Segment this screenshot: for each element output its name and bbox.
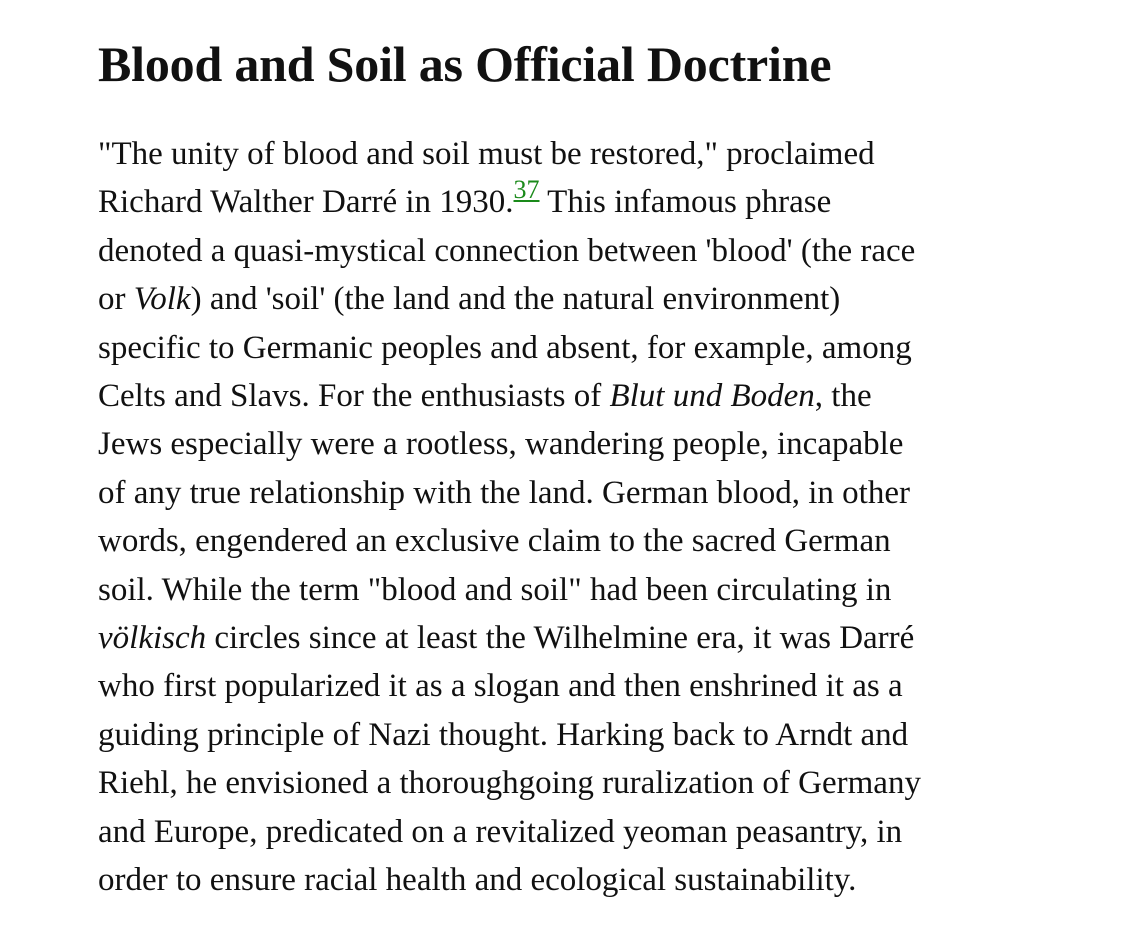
text-line: denoted a quasi-mystical connection between 'blood' (the race: [98, 232, 916, 269]
text-line: Celts and Slavs. For the enthusiasts of Blut und Boden, the: [98, 378, 872, 415]
text-line: Riehl, he envisioned a thoroughgoing ruralization of Germany: [98, 765, 921, 802]
body-paragraph: [98, 130, 1073, 905]
section-heading: Blood and Soil as Official Doctrine: [98, 36, 832, 92]
italic-term: Volk: [133, 281, 191, 318]
text-line: guiding principle of Nazi thought. Harking back to Arndt and: [98, 716, 909, 753]
text-line: völkisch circles since at least the Wilhelmine era, it was Darré: [98, 620, 915, 657]
text-line: specific to Germanic peoples and absent, for example, among: [98, 329, 912, 366]
text-line: and Europe, predicated on a revitalized yeoman peasantry, in: [98, 813, 903, 850]
text-line: "The unity of blood and soil must be restored," proclaimed: [98, 136, 875, 172]
text-line: soil. While the term "blood and soil" had been circulating in: [98, 571, 892, 608]
text-line: or Volk) and 'soil' (the land and the natural environment): [98, 281, 841, 318]
text-line: order to ensure racial health and ecological sustainability.: [98, 862, 857, 899]
text-line: Richard Walther Darré in 1930.37 This infamous phrase: [98, 175, 832, 221]
text-line: who first popularized it as a slogan and then enshrined it as a: [98, 668, 903, 705]
article: [98, 0, 1073, 905]
italic-term: völkisch: [98, 620, 207, 657]
footnote-link[interactable]: 37: [513, 175, 540, 205]
text-line: words, engendered an exclusive claim to the sacred German: [98, 523, 891, 560]
text-line: Jews especially were a rootless, wandering people, incapable: [98, 426, 904, 463]
text-line: of any true relationship with the land. German blood, in other: [98, 474, 910, 511]
italic-term: Blut und Boden: [609, 378, 815, 415]
